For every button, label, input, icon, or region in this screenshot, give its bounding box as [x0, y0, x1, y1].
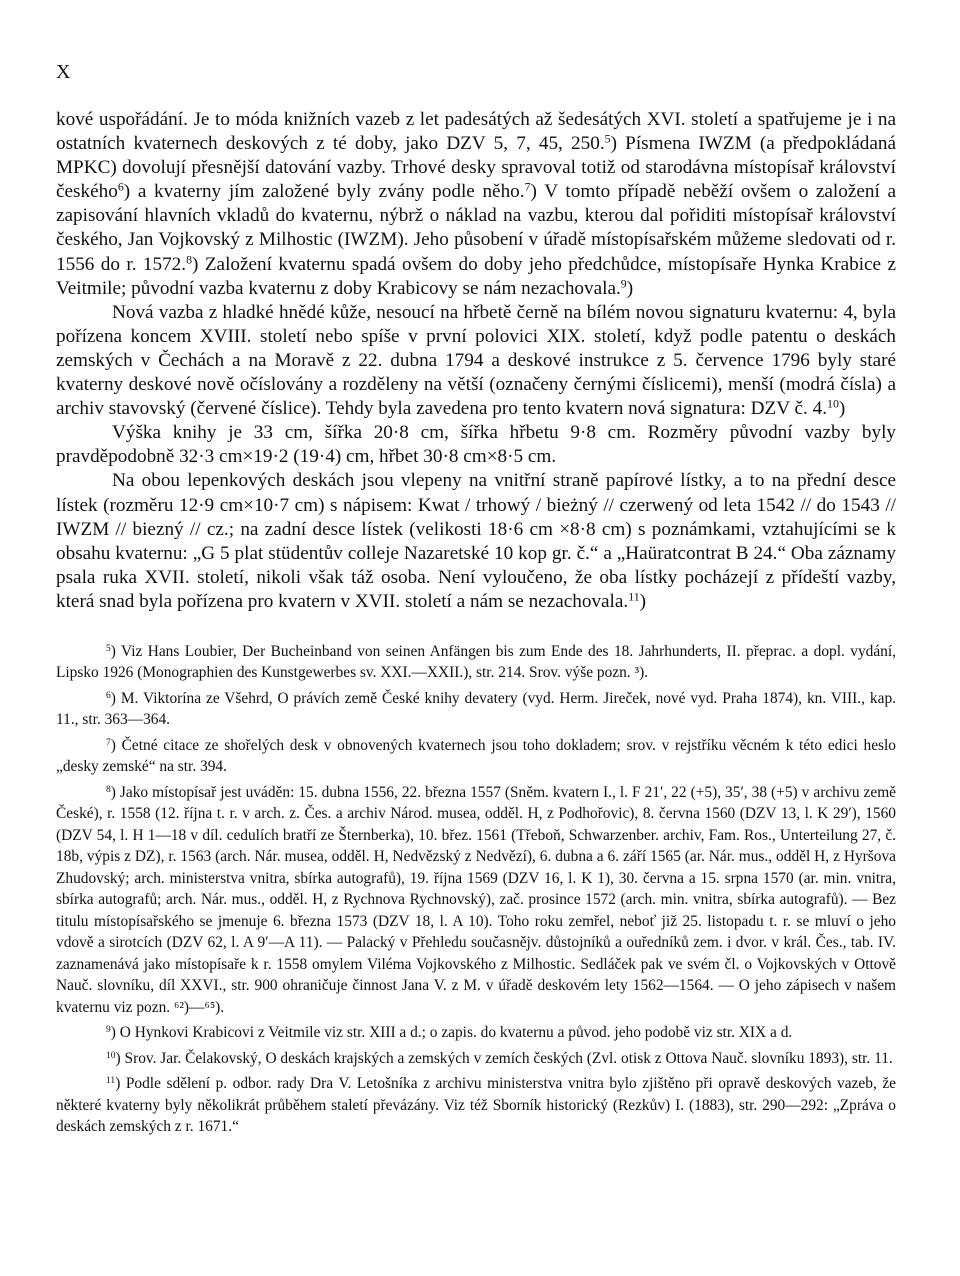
paragraph-text: )	[626, 277, 634, 299]
footnote-mark: 10	[106, 1049, 116, 1061]
body-paragraph	[56, 301, 896, 421]
footnote-text: Jako místopísař jest uváděn: 15. dubna 1556, 22. března 1557 (Sněm. kvatern I., l. F 21′, 22 (+5), 35′, 38 (+5) v archivu země České), r. 1558 (12. října t. r. v arch. z. Čes. a archiv Národ. musea, odděl. H, z Podhořovic), 8. června 1560 (DZV 13, l. K 29′), 1560 (DZV 54, l. H 1—18 v díl. cedulích bratří ze Šternberka), 10. břez. 1561 (Třeboň, Schwarzenber. archiv, Fam. Ros., Unterteilung 27, č. 18b, výpis z DZ), r. 1563 (arch. Nár. musea, odděl. H, Nedvězský z Nedvězí), 6. dubna a 6. září 1565 (ar. Nár. mus., odděl H, z Hyršova Zhudovský; arch. ministerstva vnitra, sbírka autografů), 19. října 1569 (DZV 16, l. K 1), 30. června a 15. srpna 1570 (ar. min. vnitra, sbírka autografů; arch. Nár. mus., odděl. H, z Rychnova Rychnovský), zač. prosince 1572 (arch. min. vnitra, sbírka autografů). — Bez titulu místopísařského se jmenuje 6. března 1573 (DZV 18, l. A 10). Toho roku zemřel, neboť již 25. listopadu t. r. se mluví o jeho vdově a sirotcích (DZV 62, l. A 9′—A 11). — Palacký v Přehledu současnějv. důstojníků a ouředníků zem. i dvor. v král. Čes., tab. IV. zaznamenává jako místopísaře k r. 1558 omylem Viléma Vojkovského z Milhostic. Sedláček pak ve svém čl. o Vojkovských v Ottově Nauč. slovníku, díl XXVI., str. 900 ohraničuje činnost Jana V. z M. v úřadě deskovém lety 1562—1564. — O jeho zápisech v našem kvaternu viz pozn. ⁶²)—⁶⁵).	[56, 783, 896, 1016]
paragraph-text: ) a kvaterny jím založené byly zvány podle něho.	[123, 181, 525, 203]
footnote-text: Četné citace ze shořelých desk v obnovených kvaternech jsou toho dokladem; srov. v rejstříku věcném k této edici heslo „desky zemské“ na str. 394.	[56, 736, 896, 776]
footnote-reference: 11	[628, 589, 640, 604]
footnote-mark: 11	[106, 1075, 116, 1087]
footnote-text: Viz Hans Loubier, Der Bucheinband von seinen Anfängen bis zum Ende des 18. Jahrhunderts, II. přeprac. a dopl. vydání, Lipsko 1926 (Monographien des Kunstgewerbes sv. XXI.—XXII.), str. 214. Srov. výše pozn. ³).	[56, 642, 896, 682]
footnote-mark-paren: )	[110, 783, 120, 801]
footnote	[56, 735, 896, 778]
footnote-mark: 7	[106, 736, 111, 748]
footnote	[56, 1048, 896, 1070]
paragraph-text: )	[639, 590, 647, 612]
footnote-reference: 8	[186, 252, 193, 267]
footnote-mark-paren: )	[115, 1049, 125, 1067]
footnote	[56, 1022, 896, 1044]
footnote	[56, 641, 896, 684]
footnote-mark-paren: )	[110, 1024, 120, 1042]
paragraph-text: Na obou lepenkových deskách jsou vlepeny na vnitřní straně papírové lístky, a to na přední desce lístek (rozměru 12·9 cm×10·7 cm) s nápisem: Kwat / trhowý / bieżný // czerwený od leta 1542 // do 1543 // IWZM // biezný // cz.; na zadní desce lístek (velikosti 18·6 cm ×8·8 cm) s poznámkami, vztahujícími se k obsahu kvaternu: „G 5 plat stüdentův colleje Nazaretské 10 kop gr. č.“ a „Haüratcontrat B 24.“ Oba záznamy psala ruka XVII. století, nikoli však táž osoba. Není vyloučeno, že oba lístky pocházejí z přídeští vazby, která snad byla pořízena pro kvatern v XVII. století a nám se nezachovala.	[56, 470, 896, 612]
footnote-mark: 9	[106, 1024, 111, 1036]
footnote-reference: 7	[524, 179, 531, 194]
footnote-mark: 8	[106, 783, 111, 795]
footnote-text: O Hynkovi Krabicovi z Veitmile viz str. XIII a d.; o zapis. do kvaternu a původ. jeho podobě viz str. XIX a d.	[119, 1024, 793, 1042]
footnote-mark-paren: )	[110, 689, 121, 707]
footnote-mark-paren: )	[115, 1075, 126, 1093]
footnote-reference: 6	[117, 179, 124, 194]
footnote	[56, 688, 896, 731]
body-text	[56, 108, 896, 614]
footnote-text: M. Viktorína ze Všehrd, O právích země České knihy devatery (vyd. Herm. Jireček, nové vyd. Praha 1874), kn. VIII., kap. 11., str. 363—364.	[56, 689, 897, 729]
footnote	[56, 782, 896, 1019]
footnote-reference: 5	[604, 131, 611, 146]
page-number: X	[56, 61, 71, 83]
paragraph-text: kové uspořádání. Je to móda knižních vazeb z let padesátých až šedesátých XVI. století a spatřujeme je i na ostatních kvaternech deskových z té doby, jako DZV 5, 7, 45, 250.	[56, 109, 896, 155]
body-paragraph	[56, 108, 896, 301]
body-paragraph	[56, 421, 896, 469]
footnote-text: Podle sdělení p. odbor. rady Dra V. Letošníka z archivu ministerstva vnitra bylo zjištěno při opravě deskových vazeb, že některé kvaterny byly několikrát průběhem staletí převázány. Viz též Sborník historický (Rezkův) I. (1883), str. 290—292: „Zpráva o deskách zemských z r. 1671.“	[56, 1075, 896, 1136]
footnote-text: Srov. Jar. Čelakovský, O deskách krajských a zemských v zemích českých (Zvl. otisk z Ottova Nauč. slovníku 1893), str. 11.	[124, 1049, 893, 1067]
body-paragraph	[56, 469, 896, 614]
footnote-mark-paren: )	[110, 736, 122, 754]
footnotes	[56, 641, 896, 1138]
footnote-reference: 10	[827, 396, 839, 411]
footnote-reference: 9	[620, 276, 627, 291]
paragraph-text: ) V tomto případě neběží ovšem o založení a zapisování hlavních vkladů do kvaternu, nýbrž o náklad na vazbu, kterou dal pořiditi místopísař království českého, Jan Vojkovský z Milhostic (IWZM). Jeho působení v úřadě místopísařském můžeme sledovati od r. 1556 do r. 1572.	[56, 181, 896, 275]
paragraph-text: Nová vazba z hladké hnědé kůže, nesoucí na hřbetě černě na bílém novou signaturu kvaternu: 4, byla pořízena koncem XVIII. století nebo spíše v první polovici XIX. století, když podle patentu o deskách zemských v Čechách a na Moravě z 22. dubna 1794 a deskové instrukce z 5. července 1796 byly staré kvaterny deskové nově očíslovány a rozděleny na větší (označeny černými číslicemi), menší (modrá čísla) a archiv stavovský (červené číslice). Tehdy byla zavedena pro tento kvatern nová signatura: DZV č. 4.	[56, 301, 896, 420]
paragraph-text: ) Založení kvaternu spadá ovšem do doby jeho předchůdce, místopísaře Hynka Krabice z Veitmile; původní vazba kvaternu z doby Krabicovy se nám nezachovala.	[56, 253, 896, 299]
page	[56, 60, 896, 1138]
paragraph-text: ) Písmena IWZM (a předpokládaná MPKC) dovolují přesnější datování vazby. Trhové desky spravoval totiž od starodávna místopísař království českého	[56, 133, 896, 203]
footnote-mark: 6	[106, 689, 111, 701]
footnote	[56, 1073, 896, 1138]
footnote-mark: 5	[106, 642, 111, 654]
footnote-mark-paren: )	[110, 642, 122, 660]
paragraph-text: Výška knihy je 33 cm, šířka 20·8 cm, šířka hřbetu 9·8 cm. Rozměry původní vazby byly pravděpodobně 32·3 cm×19·2 (19·4) cm, hřbet 30·8 cm×8·5 cm.	[56, 422, 896, 468]
paragraph-text: )	[838, 398, 846, 420]
